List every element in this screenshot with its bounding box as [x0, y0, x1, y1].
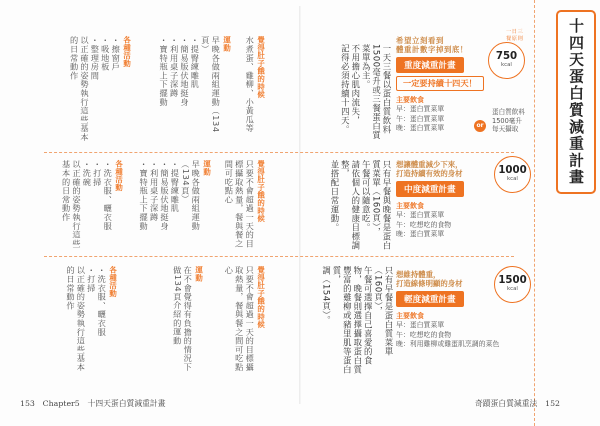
plan-banner: 輕度減重計畫	[396, 291, 464, 307]
exercise-text: 早晚各做兩組運動（134頁） ・提臀練雕肌 ・簡易版伏地挺身 ・利用桌子深蹲 ・寶特瓶上下擺動	[159, 36, 222, 133]
diet-heading: 主要飲食	[396, 312, 424, 321]
exercise-block	[159, 36, 242, 148]
meal-row: 早：蛋白質菜單	[396, 105, 445, 114]
exercise-block	[168, 266, 214, 376]
snack-block	[224, 266, 276, 376]
activity-label: 各種活動	[108, 266, 118, 298]
exercise-text: 早晚各做兩組運動（134頁） ・提臀練雕肌 ・簡易版伏地挺身 ・利用桌子深蹲 ・寶特瓶上下擺動	[139, 160, 202, 231]
exercise-block	[139, 160, 222, 252]
snack-block	[245, 36, 276, 146]
kcal-badge	[488, 42, 525, 79]
snack-block	[224, 160, 276, 252]
plan-heavy	[396, 29, 528, 148]
exercise-label: 運動	[194, 266, 204, 282]
meal-row: 晚：蛋白質菜單	[396, 124, 445, 133]
section-divider	[44, 152, 514, 153]
diet-heading: 主要飲食	[396, 96, 424, 105]
meal-row: 早：蛋白質菜單	[396, 211, 445, 220]
section-divider	[44, 256, 514, 257]
kcal-badge	[494, 266, 531, 303]
meal-row: 午：蛋白質菜單	[396, 114, 445, 123]
footer-left: 153 Chapter5 十四天蛋白質減重計畫	[20, 399, 166, 408]
kcal-unit: kcal	[507, 286, 518, 292]
activity-label: 各種活動	[114, 160, 124, 192]
plan-body-text: 一天三餐以蛋白質飲料1500毫升或三餐蛋白質菜單為主。 不用擔心肌肉流失， 記得必須持續十四天。	[340, 44, 392, 140]
activity-label: 各種活動	[122, 36, 132, 68]
page-gutter	[299, 6, 301, 404]
activity-block	[56, 266, 128, 376]
chapter-title: 十四天蛋白質減重計畫	[567, 18, 584, 186]
activity-block	[56, 160, 134, 252]
kcal-unit: kcal	[501, 62, 512, 68]
kcal-badge	[494, 156, 531, 193]
kcal-value: 750	[495, 51, 518, 62]
exercise-label: 運動	[202, 160, 212, 176]
or-badge: or	[474, 120, 486, 132]
plan-quote: 想維持體重， 打造線條明顯的身材	[396, 270, 463, 289]
kcal-value: 1500	[498, 275, 527, 286]
activity-text: ・洗衣服、曬衣服 ・打掃 ・洗碗 以正確的姿勢執行這些基本的日常動作	[61, 160, 114, 248]
meal-row: 早：蛋白質菜單	[396, 321, 445, 330]
snack-text: 只要不會超過一天的目標攝取熱量，餐與餐之間可吃點心	[224, 160, 256, 248]
diet-heading: 主要飲食	[396, 202, 424, 211]
meal-row: 晚：利用雞柳或雞蛋肌烹調的菜色	[396, 340, 500, 349]
plan-body-text: 只有早餐與晚餐是蛋白質菜單（160頁）， 午餐可以隨意吃。 請依個人的健康目標調整， 並搭配日常運動。	[329, 160, 392, 250]
plan-banner: 重度減重計畫	[396, 57, 464, 73]
meal-row: 午：吃想吃的食物	[396, 330, 452, 339]
plan-requirement: 一定要持續十四天！	[396, 76, 484, 91]
snack-text: 水煮蛋、雞柳、小黃瓜等	[245, 36, 256, 133]
footer-right: 奇蹟蛋白質減重法 152	[474, 399, 560, 408]
meal-row: 午：吃想吃的食物	[396, 220, 452, 229]
kcal-unit: kcal	[507, 176, 518, 182]
drink-alternative: 蛋白質飲料 1500毫升 每天攝取	[492, 108, 525, 134]
plan-banner: 中度減重計畫	[396, 181, 464, 197]
plan-medium	[396, 160, 528, 252]
snack-label: 覺得肚子餓的時候	[256, 36, 266, 99]
plan-light	[396, 270, 528, 366]
snack-label: 覺得肚子餓的時候	[256, 160, 266, 223]
activity-block	[56, 36, 142, 148]
plan-body-text: 只有早餐是蛋白質菜單（160頁）， 午餐可選擇自己喜愛的食物，晚餐則選擇攝取蛋白質豐富的雞柳或豬里肌等蛋白質， 調（154頁）。	[321, 266, 394, 374]
activity-text: ・洗衣服、曬衣服 ・打掃 以正確的姿勢執行這些基本的日常動作	[65, 266, 108, 372]
activity-text: ・擦窗戶 ・吸地板 ・整理房間 以正確的姿勢執行這些基本的日常動作	[69, 36, 122, 142]
snack-text: 只要不會超過一天的目標攝取熱量，餐與餐之間可吃點心	[224, 266, 256, 372]
exercise-label: 運動	[222, 36, 232, 52]
snack-label: 覺得肚子餓的時候	[256, 266, 266, 329]
plan-quote: 想讓體重減少下來， 打造持續有效的身材	[396, 160, 463, 179]
exercise-text: 在不會覺得有負擔的情況下做134頁介紹的運動	[172, 266, 194, 372]
meal-rule-tag: 一日三餐原則	[506, 29, 524, 42]
meal-row: 晚：蛋白質菜單	[396, 230, 445, 239]
kcal-value: 1000	[498, 165, 527, 176]
plan-quote: 希望立刻看到 體重計數字掉到底！	[396, 36, 468, 55]
